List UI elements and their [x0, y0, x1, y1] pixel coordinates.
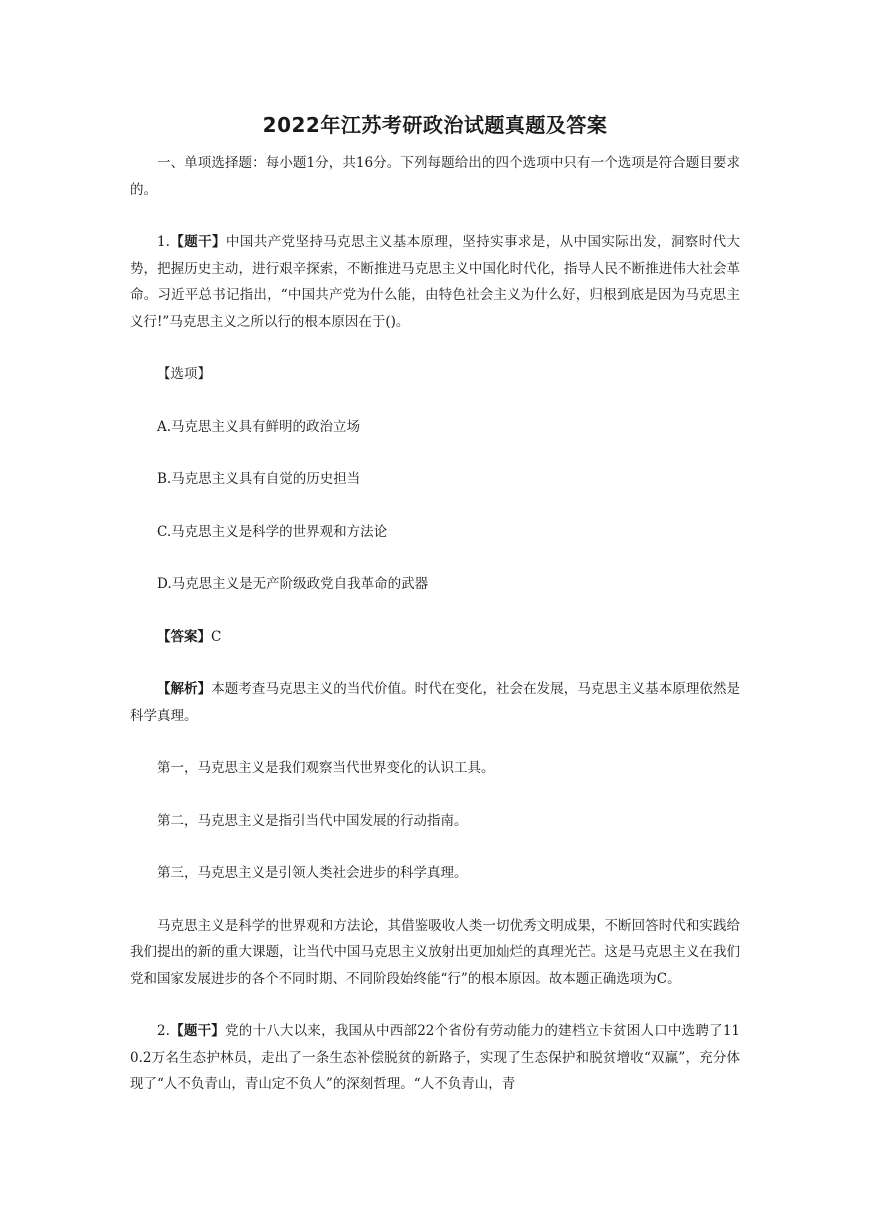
question-1-option-d: D.马克思主义是无产阶级政党自我革命的武器 — [157, 576, 429, 592]
question-1-analysis-text: 本题考查马克思主义的当代价值。时代在变化，社会在发展，马克思主义基本原理依然是科学真理。 — [130, 681, 741, 724]
question-1-number: 1. — [157, 234, 170, 250]
document-page — [130, 110, 740, 1098]
question-1-answer — [130, 624, 740, 651]
question-2-stem — [130, 1018, 740, 1098]
question-1-stem-text: 中国共产党坚持马克思主义基本原理，坚持实事求是，从中国实际出发，洞察时代大势，把握历史主动，进行艰辛探索，不断推进马克思主义中国化时代化，指导人民不断推进伟大社会革命。习近平总书记指出，“中国共产党为什么能，由特色社会主义为什么好，归根到底是因为马克思主义行!”马克思主义之所以行的根本原因在于()。 — [130, 234, 741, 330]
question-2-stem-text: 党的十八大以来，我国从中西部22个省份有劳动能力的建档立卡贫困人口中选聘了110.2万名生态护林员，走出了一条生态补偿脱贫的新路子，实现了生态保护和脱贫增收“双赢”，充分体现了“人不负青山，青山定不负人”的深刻哲理。“人不负青山，青 — [130, 1023, 741, 1092]
question-1-analysis-tag: 【解析】 — [157, 681, 212, 697]
question-1-conclusion: 马克思主义是科学的世界观和方法论，其借鉴吸收人类一切优秀文明成果，不断回答时代和实践给我们提出的新的重大课题，让当代中国马克思主义放射出更加灿烂的真理光芒。这是马克思主义在我们党和国家发展进步的各个不同时期、不同阶段始终能“行”的根本原因。故本题正确选项为C。 — [130, 917, 740, 987]
question-2-stem-tag: 【题干】 — [169, 1023, 226, 1039]
question-1-analysis — [130, 676, 740, 729]
question-1-point-2: 第二，马克思主义是指引当代中国发展的行动指南。 — [157, 812, 468, 829]
document-title: 2022年江苏考研政治试题真题及答案 — [262, 113, 608, 137]
question-1-options-tag: 【选项】 — [157, 366, 211, 382]
section-intro: 一、单项选择题：每小题1分，共16分。下列每题给出的四个选项中只有一个选项是符合题目要求的。 — [130, 155, 740, 198]
question-1-stem — [130, 229, 740, 335]
question-1-stem-tag: 【题干】 — [169, 234, 226, 250]
question-1-answer-value: C — [211, 628, 222, 645]
question-1-option-b: B.马克思主义具有自觉的历史担当 — [157, 471, 361, 487]
question-1-answer-tag: 【答案】 — [157, 628, 211, 645]
question-1-option-a: A.马克思主义具有鲜明的政治立场 — [157, 418, 361, 435]
question-1-point-1: 第一，马克思主义是我们观察当代世界变化的认识工具。 — [157, 760, 495, 776]
question-1-point-3: 第三，马克思主义是引领人类社会进步的科学真理。 — [157, 865, 468, 881]
question-1-option-c: C.马克思主义是科学的世界观和方法论 — [157, 523, 388, 540]
question-2-number: 2. — [157, 1023, 170, 1039]
